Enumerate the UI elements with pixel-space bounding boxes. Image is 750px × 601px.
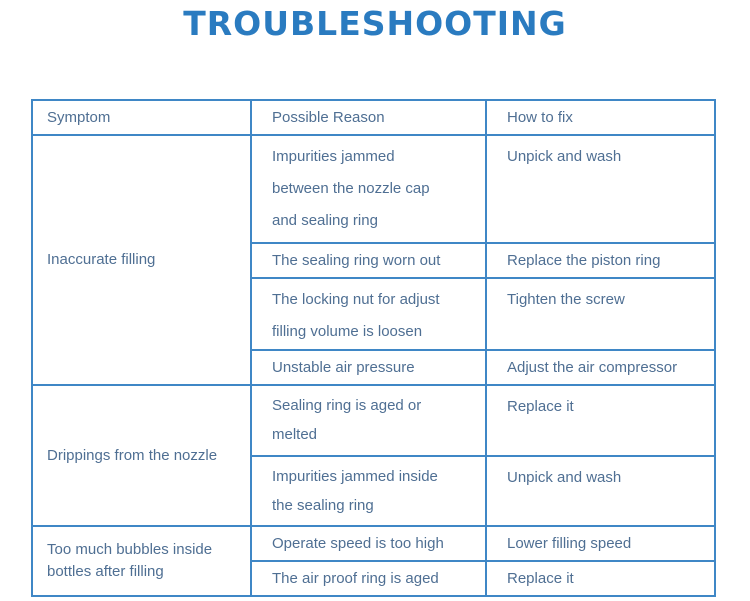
fix-cell: Tighten the screw — [486, 278, 715, 350]
header-symptom: Symptom — [32, 100, 251, 135]
page-title: TROUBLESHOOTING — [183, 4, 567, 43]
reason-cell: Unstable air pressure — [251, 350, 486, 385]
fix-cell: Unpick and wash — [486, 135, 715, 243]
symptom-cell — [32, 135, 251, 385]
table-row — [32, 385, 715, 456]
fix-cell: Adjust the air compressor — [486, 350, 715, 385]
table-row — [32, 135, 715, 243]
fix-cell: Unpick and wash — [486, 456, 715, 526]
reason-line: filling volume is loosen — [272, 323, 423, 340]
fix-cell: Replace the piston ring — [486, 243, 715, 278]
reason-line: Impurities jammed inside — [272, 468, 438, 485]
fix-cell: Lower filling speed — [486, 526, 715, 561]
header-row — [32, 100, 715, 135]
reason-line: The locking nut for adjust — [272, 291, 440, 308]
header-how-to-fix: How to fix — [486, 100, 715, 135]
troubleshooting-table — [31, 99, 716, 597]
symptom-text: Drippings from the nozzle — [47, 446, 218, 464]
symptom-text: Inaccurate filling — [47, 251, 156, 268]
reason-cell: Operate speed is too high — [251, 526, 486, 561]
table-row — [32, 526, 715, 561]
reason-cell — [251, 135, 486, 243]
reason-cell: The sealing ring worn out — [251, 243, 486, 278]
reason-line: Impurities jammed — [272, 148, 395, 165]
symptom-cell — [32, 385, 251, 526]
reason-cell: The air proof ring is aged — [251, 561, 486, 596]
reason-line: and sealing ring — [272, 212, 378, 229]
fix-cell: Replace it — [486, 385, 715, 456]
reason-cell — [251, 456, 486, 526]
symptom-line: bottles after filling — [47, 563, 164, 580]
symptom-line: Too much bubbles inside — [47, 541, 213, 558]
reason-line: Sealing ring is aged or — [272, 397, 422, 414]
fix-cell: Replace it — [486, 561, 715, 596]
reason-line: melted — [272, 426, 318, 443]
header-possible-reason: Possible Reason — [251, 100, 486, 135]
symptom-cell — [32, 526, 251, 596]
reason-cell — [251, 278, 486, 350]
reason-line: the sealing ring — [272, 497, 374, 514]
reason-line: between the nozzle cap — [272, 180, 430, 197]
reason-cell — [251, 385, 486, 456]
